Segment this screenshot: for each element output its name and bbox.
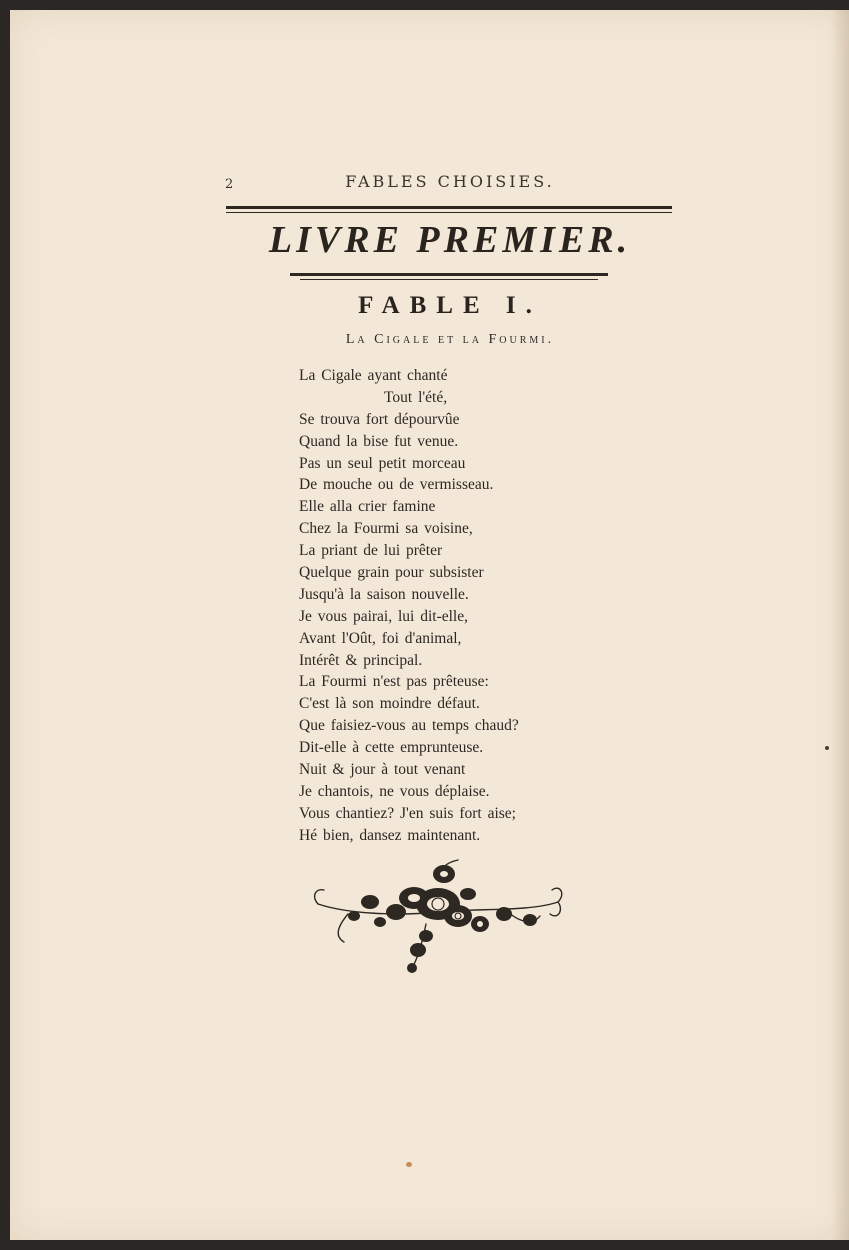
poem-line: Hé bien, dansez maintenant. bbox=[299, 826, 481, 844]
running-head: FABLES CHOISIES. bbox=[345, 172, 555, 191]
fable-number: FABLE I. bbox=[358, 292, 542, 319]
poem-line: Tout l'été, bbox=[384, 388, 448, 406]
poem-line: Se trouva fort dépourvûe bbox=[299, 410, 460, 428]
title-rule-thick bbox=[290, 273, 608, 276]
poem-line: Je vous pairai, lui dit-elle, bbox=[299, 607, 468, 625]
fable-title: La Cigale et la Fourmi. bbox=[345, 332, 555, 347]
poem-line: Quelque grain pour subsister bbox=[299, 564, 484, 582]
poem-line: La priant de lui prêter bbox=[299, 542, 443, 560]
poem-line: Jusqu'à la saison nouvelle. bbox=[299, 585, 469, 603]
poem-line: Nuit & jour à tout venant bbox=[299, 761, 466, 779]
floral-vignette-icon bbox=[308, 854, 572, 982]
poem-line: C'est là son moindre défaut. bbox=[299, 695, 480, 713]
book-page bbox=[10, 10, 849, 1240]
header-rule-thin bbox=[226, 212, 672, 213]
poem-line: Elle alla crier famine bbox=[299, 498, 436, 516]
poem-line: La Fourmi n'est pas prêteuse: bbox=[299, 673, 489, 691]
page-number: 2 bbox=[225, 177, 234, 192]
header-rule-thick bbox=[226, 206, 672, 209]
poem-line: Vous chantiez? J'en suis fort aise; bbox=[299, 804, 516, 822]
poem-line: Pas un seul petit morceau bbox=[299, 454, 466, 472]
poem-line: Dit-elle à cette emprunteuse. bbox=[299, 739, 484, 757]
page-edge-shadow bbox=[831, 10, 849, 1240]
poem-line: Que faisiez-vous au temps chaud? bbox=[299, 717, 519, 735]
poem-line: Quand la bise fut venue. bbox=[299, 432, 459, 450]
ink-speck bbox=[825, 746, 829, 750]
book-title: LIVRE PREMIER. bbox=[268, 219, 632, 261]
poem-line: Chez la Fourmi sa voisine, bbox=[299, 520, 473, 538]
poem-line: Je chantois, ne vous déplaise. bbox=[299, 782, 490, 800]
poem-text bbox=[299, 365, 579, 847]
poem-line: Avant l'Oût, foi d'animal, bbox=[299, 629, 462, 647]
poem-line: Intérêt & principal. bbox=[299, 651, 423, 669]
poem-line: La Cigale ayant chanté bbox=[299, 367, 448, 384]
poem-line: De mouche ou de vermisseau. bbox=[299, 476, 494, 494]
paper-stain bbox=[406, 1162, 412, 1167]
title-rule-thin bbox=[300, 279, 598, 280]
